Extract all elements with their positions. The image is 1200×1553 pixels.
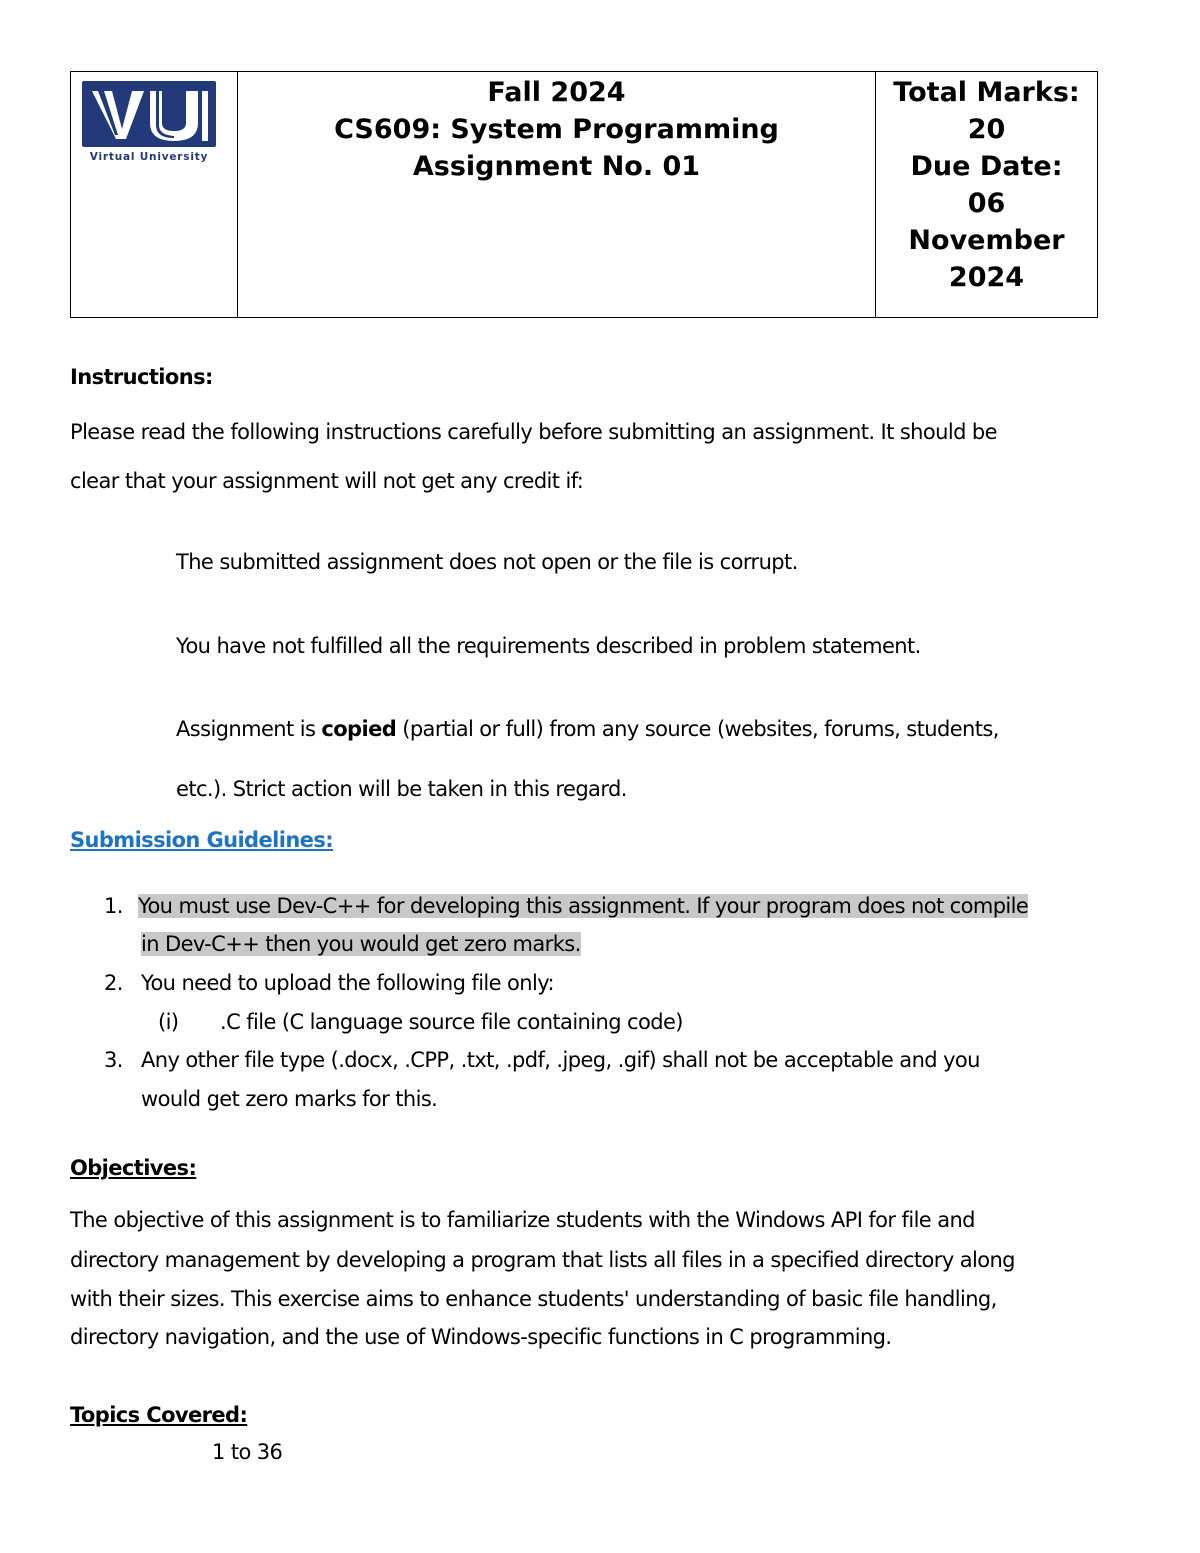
objectives-line3: with their sizes. This exercise aims to enhance students' understanding of basic file handling, xyxy=(70,1287,997,1311)
instructions-heading: Instructions: xyxy=(70,365,213,389)
instruction-item-copied-line2: etc.). Strict action will be taken in this regard. xyxy=(176,777,627,801)
guideline-2-line1: You need to upload the following file only: xyxy=(141,971,555,995)
objectives-line2: directory management by developing a program that lists all files in a specified directory along xyxy=(70,1248,1015,1272)
header-table xyxy=(70,71,1098,318)
guideline-3-number: 3. xyxy=(104,1048,123,1072)
instruction-item-copied-post: (partial or full) from any source (websites, forums, students, xyxy=(396,717,999,741)
guideline-3-line1: Any other file type (.docx, .CPP, .txt, .pdf, .jpeg, .gif) shall not be acceptable and you xyxy=(141,1048,980,1072)
vu-logo-text: VU xyxy=(82,81,84,82)
instruction-item-requirements: You have not fulfilled all the requirements described in problem statement. xyxy=(176,634,921,658)
course-title: CS609: System Programming xyxy=(334,114,779,145)
guideline-1-number: 1. xyxy=(104,894,123,918)
topics-range: 1 to 36 xyxy=(212,1440,283,1464)
vu-logo-letters-icon xyxy=(82,81,216,147)
due-date-day: 06 xyxy=(967,188,1006,219)
semester-title: Fall 2024 xyxy=(487,77,626,108)
vu-logo-mark xyxy=(82,81,216,147)
due-date-label: Due Date: xyxy=(910,151,1063,182)
due-date-month: November xyxy=(908,225,1065,256)
guideline-2-sub-number: (i) xyxy=(158,1010,179,1034)
objectives-line1: The objective of this assignment is to familiarize students with the Windows API for file and xyxy=(70,1208,975,1232)
submission-guidelines-heading: Submission Guidelines: xyxy=(70,828,334,852)
topics-heading: Topics Covered: xyxy=(70,1403,248,1427)
guideline-3-line2: would get zero marks for this. xyxy=(141,1087,438,1111)
guideline-1-line1 xyxy=(138,894,1028,918)
total-marks-value: 20 xyxy=(967,114,1006,145)
guideline-1-line2 xyxy=(141,932,581,956)
instruction-item-copied xyxy=(176,717,999,741)
guideline-2-sub-text: .C file (C language source file containing code) xyxy=(220,1010,683,1034)
instruction-item-copied-pre: Assignment is xyxy=(176,717,322,741)
assignment-title: Assignment No. 01 xyxy=(412,151,701,182)
vu-logo xyxy=(82,81,216,161)
guideline-1-line2-text: in Dev-C++ then you would get zero marks. xyxy=(141,932,581,956)
instructions-intro-line1: Please read the following instructions carefully before submitting an assignment. It should be xyxy=(70,420,997,444)
logo-cell xyxy=(71,72,238,318)
guideline-2-number: 2. xyxy=(104,971,123,995)
logo-subtitle: Virtual University xyxy=(89,151,209,163)
instructions-intro-line2: clear that your assignment will not get any credit if: xyxy=(70,469,584,493)
instruction-item-copied-bold: copied xyxy=(321,717,397,741)
instruction-item-corrupt: The submitted assignment does not open or the file is corrupt. xyxy=(176,550,798,574)
due-date-year: 2024 xyxy=(948,262,1025,293)
total-marks-label: Total Marks: xyxy=(893,77,1080,108)
objectives-heading: Objectives: xyxy=(70,1156,197,1180)
objectives-line4: directory navigation, and the use of Windows-specific functions in C programming. xyxy=(70,1325,892,1349)
guideline-1-line1-text: You must use Dev-C++ for developing this assignment. If your program does not compile xyxy=(138,894,1029,918)
title-cell xyxy=(238,72,876,318)
marks-cell xyxy=(876,72,1098,318)
